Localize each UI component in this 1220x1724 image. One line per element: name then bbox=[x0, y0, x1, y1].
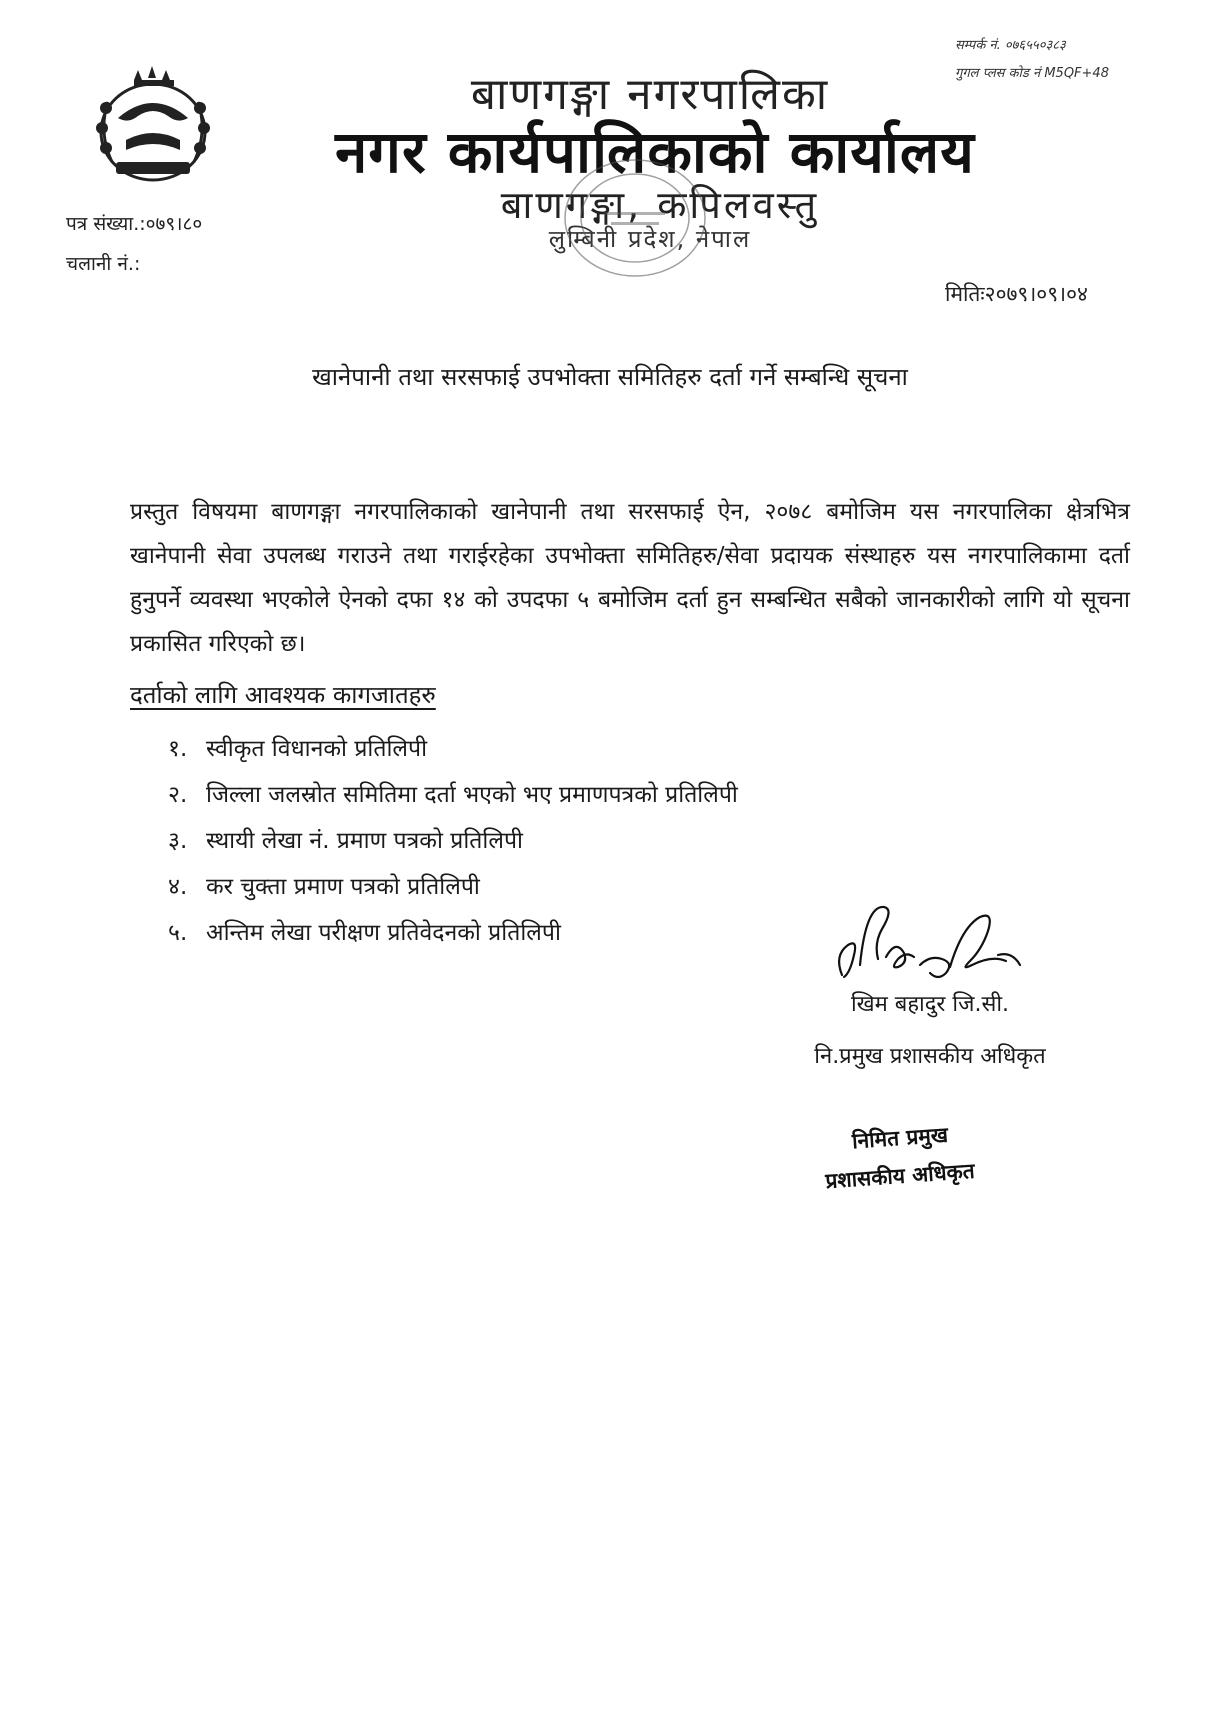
item-number: ५. bbox=[168, 920, 188, 946]
seal-stamp-line1: निमित प्रमुख bbox=[851, 1122, 949, 1154]
list-item bbox=[168, 726, 738, 772]
item-number: ३. bbox=[168, 828, 188, 854]
letter-date: मितिः२०७९।०९।०४ bbox=[945, 282, 1088, 306]
requirements-list bbox=[168, 726, 738, 956]
item-text: स्थायी लेखा नं. प्रमाण पत्रको प्रतिलिपी bbox=[206, 828, 523, 854]
office-address: बाणगङ्गा, कपिलवस्तु bbox=[500, 183, 820, 227]
item-text: स्वीकृत विधानको प्रतिलिपी bbox=[206, 736, 428, 762]
item-text: कर चुक्ता प्रमाण पत्रको प्रतिलिपी bbox=[206, 874, 480, 900]
list-item bbox=[168, 772, 738, 818]
item-number: १. bbox=[168, 736, 188, 762]
office-title: नगर कार्यपालिकाको कार्यालय bbox=[335, 118, 975, 186]
phone-number: सम्पर्क नं. ०७६५५०३८३ bbox=[955, 38, 1066, 53]
contact-info bbox=[955, 32, 1195, 88]
item-text: अन्तिम लेखा परीक्षण प्रतिवेदनको प्रतिलिपी bbox=[206, 920, 561, 946]
dispatch-number: चलानी नं.: bbox=[66, 253, 141, 275]
municipality-name: बाणगङ्गा नगरपालिका bbox=[470, 69, 830, 120]
list-item bbox=[168, 818, 738, 864]
notice-subject: खानेपानी तथा सरसफाई उपभोक्ता समितिहरु दर्ता गर्ने सम्बन्धि सूचना bbox=[312, 363, 908, 391]
province-line: लुम्बिनी प्रदेश, नेपाल bbox=[548, 225, 752, 253]
signatory-name: खिम बहादुर जि.सी. bbox=[850, 992, 1010, 1017]
notice-body: प्रस्तुत विषयमा बाणगङ्गा नगरपालिकाको खानेपानी तथा सरसफाई ऐन, २०७८ बमोजिम यस नगरपालिका क्षेत्रभित्र खानेपानी सेवा उपलब्ध गराउने तथा गराईरहेका उपभोक्ता समितिहरु/सेवा प्रदायक संस्थाहरु यस नगरपालिकामा दर्ता हुनुपर्ने व्यवस्था भएकोले ऐनको दफा १४ को उपदफा ५ बमोजिम दर्ता हुन सम्बन्धित सबैको जानकारीको लागि यो सूचना प्रकासित गरिएको छ। bbox=[130, 499, 1130, 657]
letter-number: पत्र संख्या.:०७९।८० bbox=[66, 213, 203, 235]
item-number: ४. bbox=[168, 874, 188, 900]
item-text: जिल्ला जलस्रोत समितिमा दर्ता भएको भए प्रमाणपत्रको प्रतिलिपी bbox=[206, 782, 738, 808]
item-number: २. bbox=[168, 782, 188, 808]
signatory-title: नि.प्रमुख प्रशासकीय अधिकृत bbox=[814, 1044, 1046, 1069]
requirements-heading: दर्ताको लागि आवश्यक कागजातहरु bbox=[130, 681, 436, 709]
seal-stamp-line2: प्रशासकीय अधिकृत bbox=[824, 1158, 976, 1194]
plus-code: गुगल प्लस कोड नं M5QF+48 bbox=[955, 66, 1109, 81]
list-item bbox=[168, 864, 738, 910]
reference-block bbox=[66, 204, 202, 284]
office-stamp-icon bbox=[545, 148, 725, 288]
list-item bbox=[168, 910, 738, 956]
nepal-government-emblem-icon bbox=[78, 62, 228, 190]
